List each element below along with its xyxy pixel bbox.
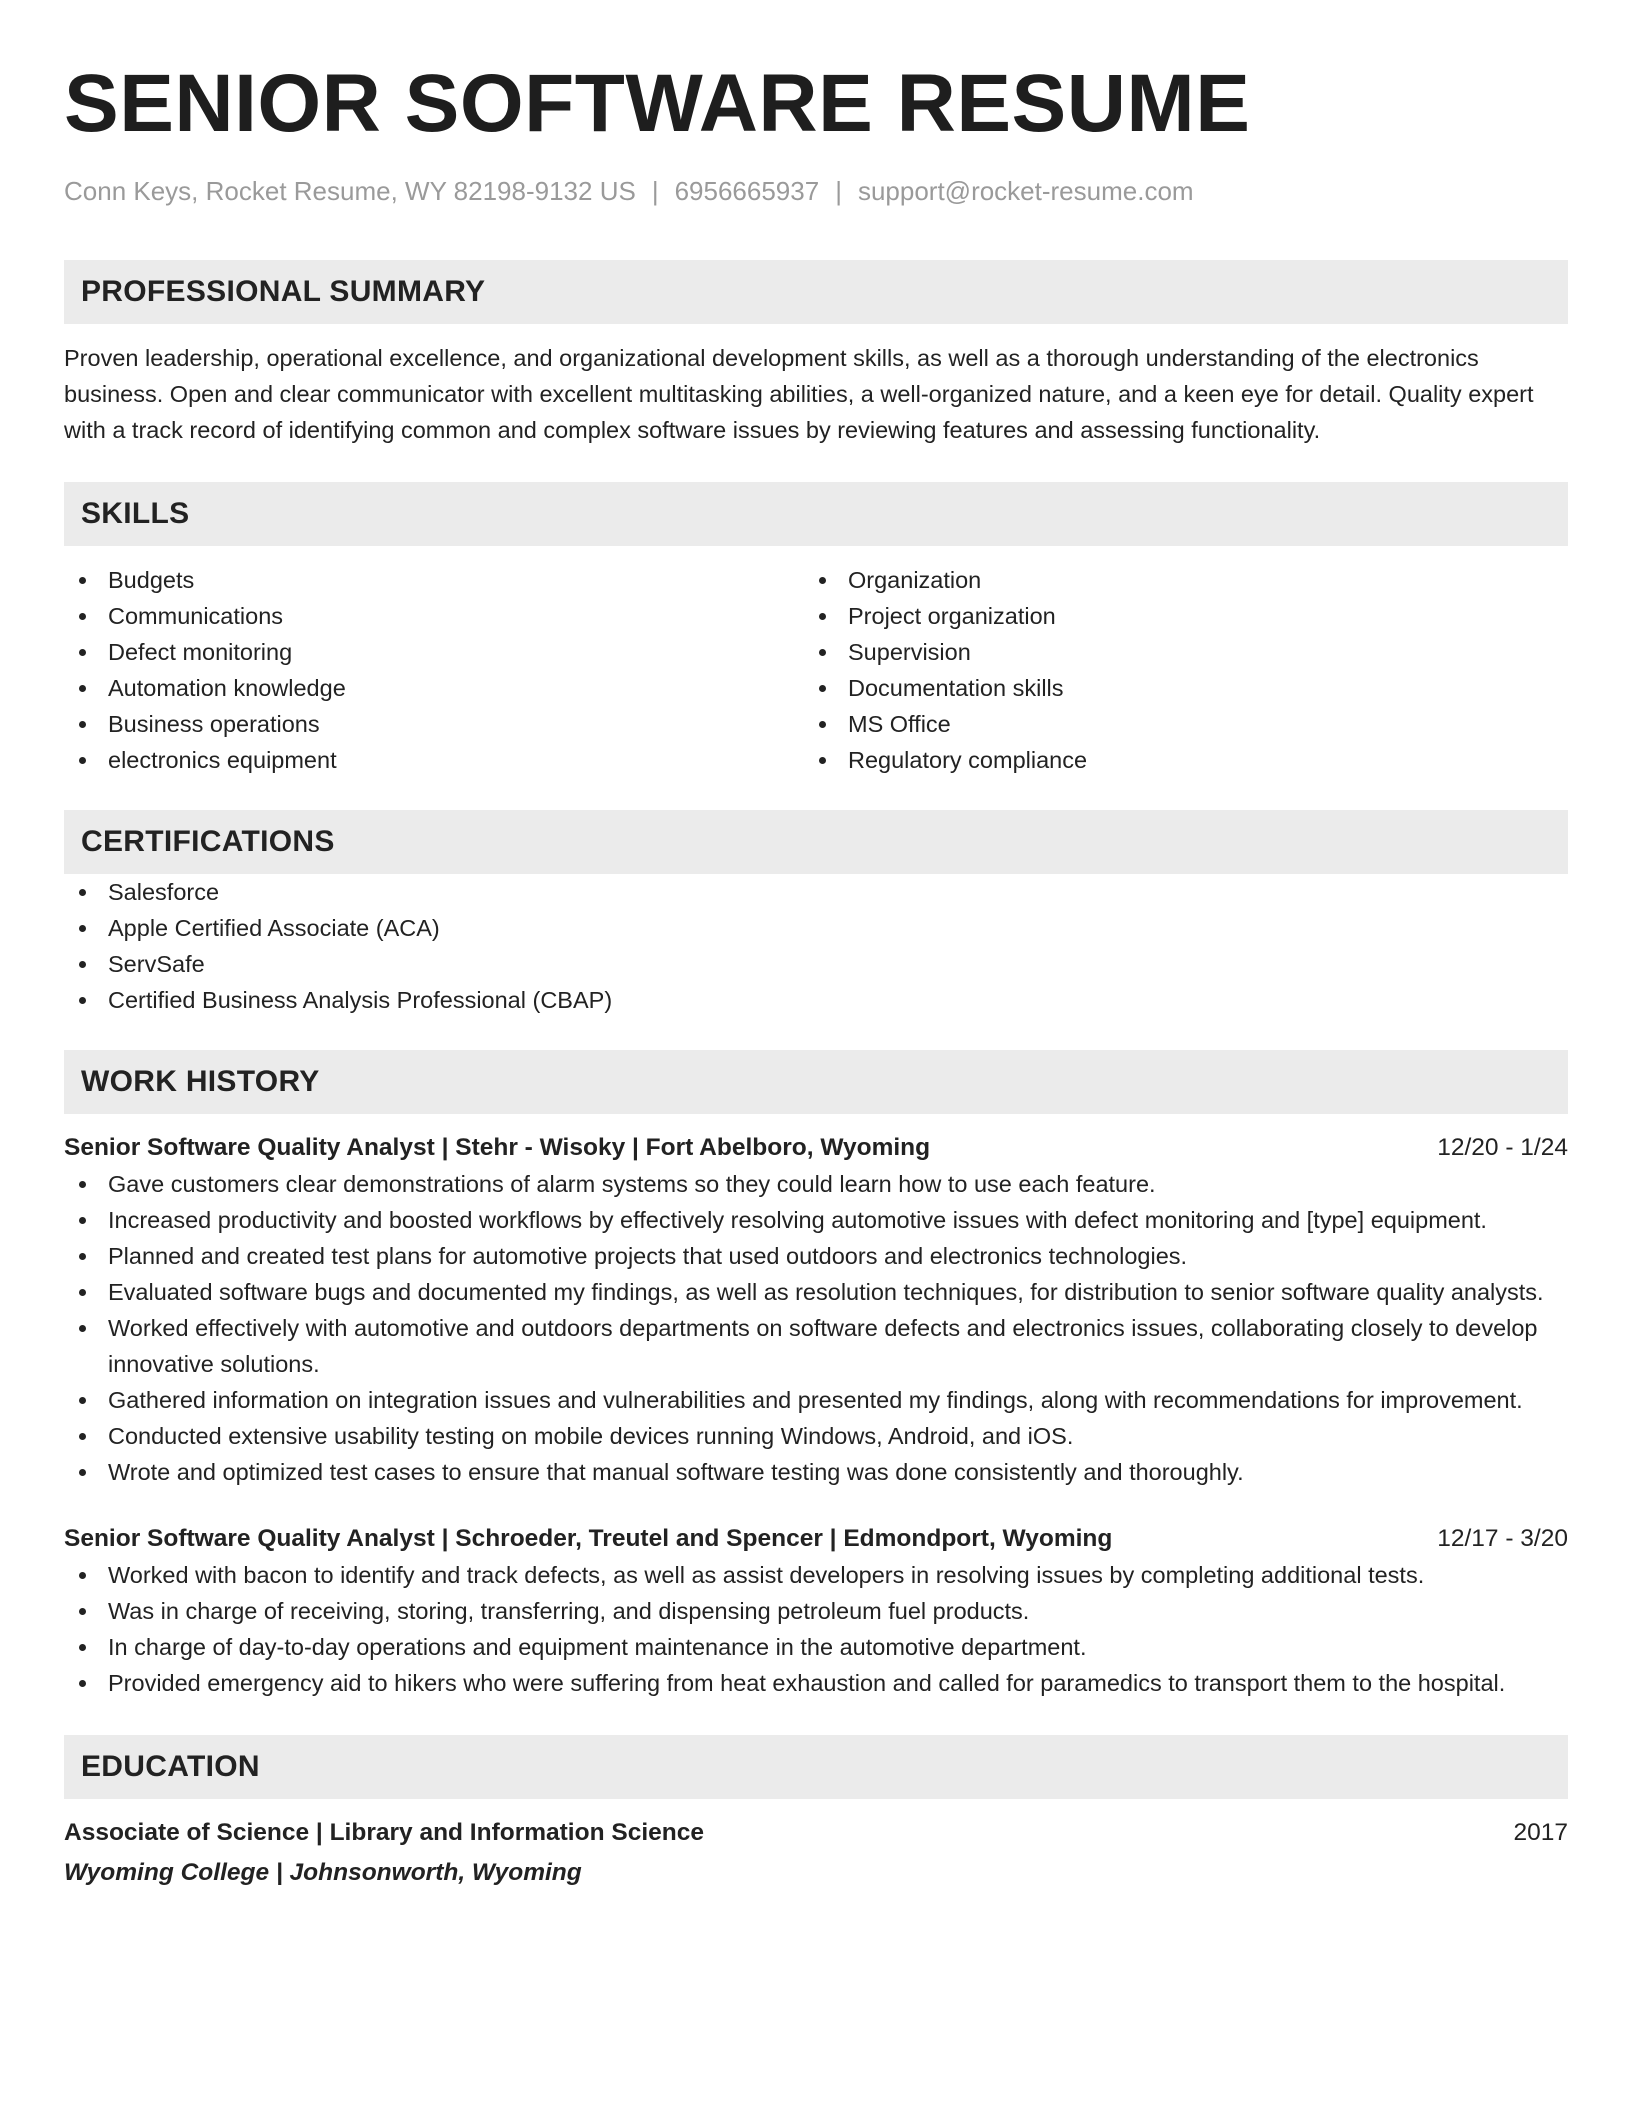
skills-grid	[64, 562, 1568, 778]
contact-separator: |	[651, 176, 659, 206]
job-title: Senior Software Quality Analyst | Stehr - Wisoky | Fort Abelboro, Wyoming	[64, 1134, 931, 1161]
certification-item: Apple Certified Associate (ACA)	[64, 910, 1568, 946]
job-bullet: Provided emergency aid to hikers who were suffering from heat exhaustion and called for paramedics to transport them to the hospital.	[64, 1665, 1568, 1701]
certifications-list	[64, 874, 1568, 1018]
skill-item: Automation knowledge	[64, 670, 804, 706]
summary-text: Proven leadership, operational excellence, and organizational development skills, as well as a thorough understanding of the electronics business. Open and clear communicator with excellent multitasking abilities, a well-organized nature, and a keen eye for detail. Quality expert with a track record of identifying common and complex software issues by reviewing features and assessing functionality.	[64, 345, 1534, 443]
skill-item: Project organization	[804, 598, 1544, 634]
skills-column-right	[804, 562, 1544, 778]
skill-item: Documentation skills	[804, 670, 1544, 706]
job-bullet: Evaluated software bugs and documented my findings, as well as resolution techniques, for distribution to senior software quality analysts.	[64, 1274, 1568, 1310]
skill-item: Defect monitoring	[64, 634, 804, 670]
resume-title: SENIOR SOFTWARE RESUME	[64, 58, 1251, 149]
skills-column-left	[64, 562, 804, 778]
section-heading-education: EDUCATION	[64, 1735, 1568, 1799]
job-bullet: Wrote and optimized test cases to ensure that manual software testing was done consistently and thoroughly.	[64, 1454, 1568, 1490]
contact-line	[64, 174, 1568, 208]
job-bullet: Planned and created test plans for automotive projects that used outdoors and electronics technologies.	[64, 1238, 1568, 1274]
contact-phone: 6956665937	[674, 176, 820, 206]
job-bullet: Worked with bacon to identify and track defects, as well as assist developers in resolving issues by completing additional tests.	[64, 1557, 1568, 1593]
education-header	[64, 1815, 1568, 1851]
skill-item: Regulatory compliance	[804, 742, 1544, 778]
job-dates: 12/20 - 1/24	[1437, 1134, 1568, 1161]
education-year: 2017	[1513, 1819, 1568, 1846]
job-bullet: In charge of day-to-day operations and equipment maintenance in the automotive department.	[64, 1629, 1568, 1665]
section-heading-summary: PROFESSIONAL SUMMARY	[64, 260, 1568, 324]
education-school: Wyoming College | Johnsonworth, Wyoming	[64, 1859, 582, 1886]
skill-item: Business operations	[64, 706, 804, 742]
skill-item: Budgets	[64, 562, 804, 598]
skill-item: Communications	[64, 598, 804, 634]
job-bullet: Increased productivity and boosted workflows by effectively resolving automotive issues with defect monitoring and [type] equipment.	[64, 1202, 1568, 1238]
job-bullet: Conducted extensive usability testing on mobile devices running Windows, Android, and iOS.	[64, 1418, 1568, 1454]
contact-email: support@rocket-resume.com	[857, 176, 1194, 206]
contact-separator: |	[835, 176, 842, 206]
job-bullet: Was in charge of receiving, storing, transferring, and dispensing petroleum fuel products.	[64, 1593, 1568, 1629]
job-header	[64, 1130, 1568, 1166]
skills-list-right	[804, 562, 1544, 778]
section-heading-skills: SKILLS	[64, 482, 1568, 546]
section-heading-certifications: CERTIFICATIONS	[64, 810, 1568, 874]
job-title: Senior Software Quality Analyst | Schroeder, Treutel and Spencer | Edmondport, Wyoming	[64, 1525, 1113, 1552]
job-bullet-list	[64, 1557, 1568, 1701]
certification-item: Certified Business Analysis Professional (CBAP)	[64, 982, 1568, 1018]
job-bullet: Gathered information on integration issues and vulnerabilities and presented my findings, along with recommendations for improvement.	[64, 1382, 1568, 1418]
education-degree: Associate of Science | Library and Information Science	[64, 1819, 704, 1846]
skill-item: MS Office	[804, 706, 1544, 742]
skills-list-left	[64, 562, 804, 778]
skill-item: Supervision	[804, 634, 1544, 670]
job-header	[64, 1521, 1568, 1557]
certification-item: Salesforce	[64, 874, 1568, 910]
certification-item: ServSafe	[64, 946, 1568, 982]
job-bullet-list	[64, 1166, 1568, 1490]
job-bullet: Gave customers clear demonstrations of alarm systems so they could learn how to use each feature.	[64, 1166, 1568, 1202]
job-bullet: Worked effectively with automotive and outdoors departments on software defects and electronics issues, collaborating closely to develop innovative solutions.	[64, 1310, 1568, 1382]
skill-item: Organization	[804, 562, 1544, 598]
section-heading-work-history: WORK HISTORY	[64, 1050, 1568, 1114]
job-dates: 12/17 - 3/20	[1437, 1525, 1568, 1552]
skill-item: electronics equipment	[64, 742, 804, 778]
contact-address: Conn Keys, Rocket Resume, WY 82198-9132 US	[64, 176, 636, 206]
